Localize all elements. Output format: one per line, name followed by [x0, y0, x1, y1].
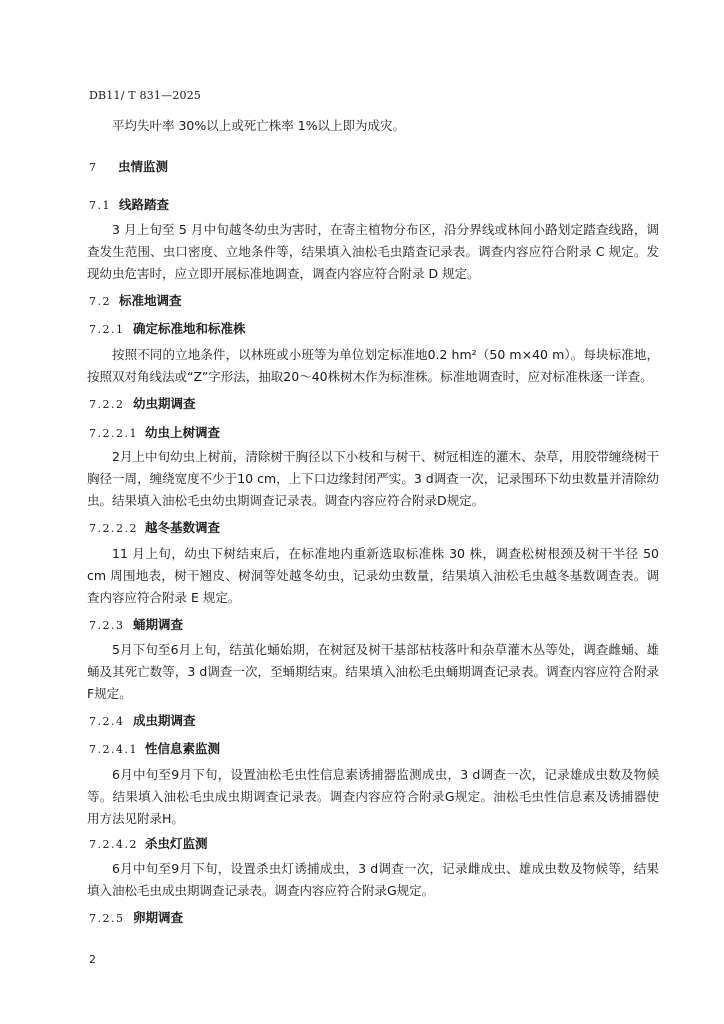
section-heading-7-2-2-2 — [89, 518, 220, 536]
section-title: 卵期调查 — [133, 910, 184, 925]
paragraph-larva-climbing: 2月上中旬幼虫上树前，清除树干胸径以下小枝和与树干、树冠相连的灌木、杂草，用胶带缠绕树干胸径一周，缠绕宽度不少于10 cm，上下口边缘封闭严实。3 d调查一次，记录围环下幼虫数量并清除幼虫。结果填入油松毛虫幼虫期调查记录表。调查内容应符合附录D规定。 — [87, 449, 659, 508]
section-title: 性信息素监测 — [145, 741, 221, 756]
section-number: 7.2.2.2 — [89, 522, 138, 535]
section-heading-7-1 — [89, 195, 169, 213]
section-heading-7-2-4-2 — [89, 834, 208, 852]
paragraph-pupa-survey: 5月下旬至6月上旬，结茧化蛹始期，在树冠及树干基部枯枝落叶和杂草灌木丛等处，调查雌蛹、雄蛹及其死亡数等，3 d调查一次，至蛹期结束。结果填入油松毛虫蛹期调查记录表。调查内容应符合附录F规定。 — [87, 642, 659, 701]
section-heading-7-2-5 — [89, 908, 183, 926]
section-heading-7-2-2 — [89, 394, 196, 412]
section-title: 标准地调查 — [119, 293, 182, 308]
section-heading-7 — [89, 157, 168, 175]
section-number: 7.2 — [89, 295, 111, 308]
section-number: 7.2.4 — [89, 715, 125, 728]
section-number: 7.2.3 — [89, 619, 125, 632]
section-title: 杀虫灯监测 — [145, 836, 208, 851]
paragraph-disaster-criterion: 平均失叶率 30%以上或死亡株率 1%以上即为成灾。 — [112, 118, 406, 133]
paragraph-pheromone-monitoring: 6月中旬至9月下旬，设置油松毛虫性信息素诱捕器监测成虫，3 d调查一次，记录雄成虫数及物候等。结果填入油松毛虫成虫期调查记录表。调查内容应符合附录G规定。油松毛虫性信息素及诱捕器使用方法见附录H。 — [87, 767, 659, 826]
page-number: 2 — [89, 953, 96, 966]
section-title: 幼虫期调查 — [133, 396, 196, 411]
section-heading-7-2-1 — [89, 319, 246, 337]
section-number: 7.2.2 — [89, 398, 125, 411]
section-heading-7-2-4-1 — [89, 739, 220, 757]
section-title: 虫情监测 — [118, 159, 169, 174]
section-number: 7.2.2.1 — [89, 427, 138, 440]
section-title: 幼虫上树调查 — [145, 425, 221, 440]
paragraph-standard-plot: 按照不同的立地条件，以林班或小班等为单位划定标准地0.2 hm²（50 m×40 m）。每块标准地，按照双对角线法或“Z”字形法，抽取20～40株树木作为标准株。标准地调查时，应对标准株逐一详查。 — [87, 347, 659, 384]
section-heading-7-2 — [89, 291, 182, 309]
paragraph-overwintering: 11 月上旬，幼虫下树结束后，在标准地内重新选取标准株 30 株，调查松树根颈及树干半径 50 cm 周围地表，树干翘皮、树洞等处越冬幼虫，记录幼虫数量，结果填入油松毛虫越冬基数调查表。调查内容应符合附录 E 规定。 — [87, 546, 659, 605]
section-title: 蛹期调查 — [133, 617, 184, 632]
paragraph-light-trap: 6月中旬至9月下旬，设置杀虫灯诱捕成虫，3 d调查一次，记录雌成虫、雄成虫数及物候等，结果填入油松毛虫成虫期调查记录表。调查内容应符合附录G规定。 — [87, 861, 659, 898]
paragraph-route-survey: 3 月上旬至 5 月中旬越冬幼虫为害时，在寄主植物分布区，沿分界线或林间小路划定踏查线路，调查发生范围、虫口密度、立地条件等，结果填入油松毛虫踏查记录表。调查内容应符合附录 C 规定。发现幼虫危害时，应立即开展标准地调查，调查内容应符合附录 D 规定。 — [87, 222, 659, 281]
section-heading-7-2-4 — [89, 711, 196, 729]
standard-id: DB11/ T 831—2025 — [89, 89, 202, 102]
section-heading-7-2-2-1 — [89, 423, 220, 441]
section-title: 成虫期调查 — [133, 713, 196, 728]
section-number: 7 — [89, 161, 98, 174]
section-number: 7.2.4.1 — [89, 743, 138, 756]
section-number: 7.2.5 — [89, 912, 125, 925]
section-number: 7.1 — [89, 199, 111, 212]
section-number: 7.2.4.2 — [89, 838, 138, 851]
section-title: 线路踏查 — [119, 197, 170, 212]
section-title: 确定标准地和标准株 — [133, 321, 246, 336]
section-title: 越冬基数调查 — [145, 520, 221, 535]
section-number: 7.2.1 — [89, 323, 125, 336]
section-heading-7-2-3 — [89, 615, 183, 633]
